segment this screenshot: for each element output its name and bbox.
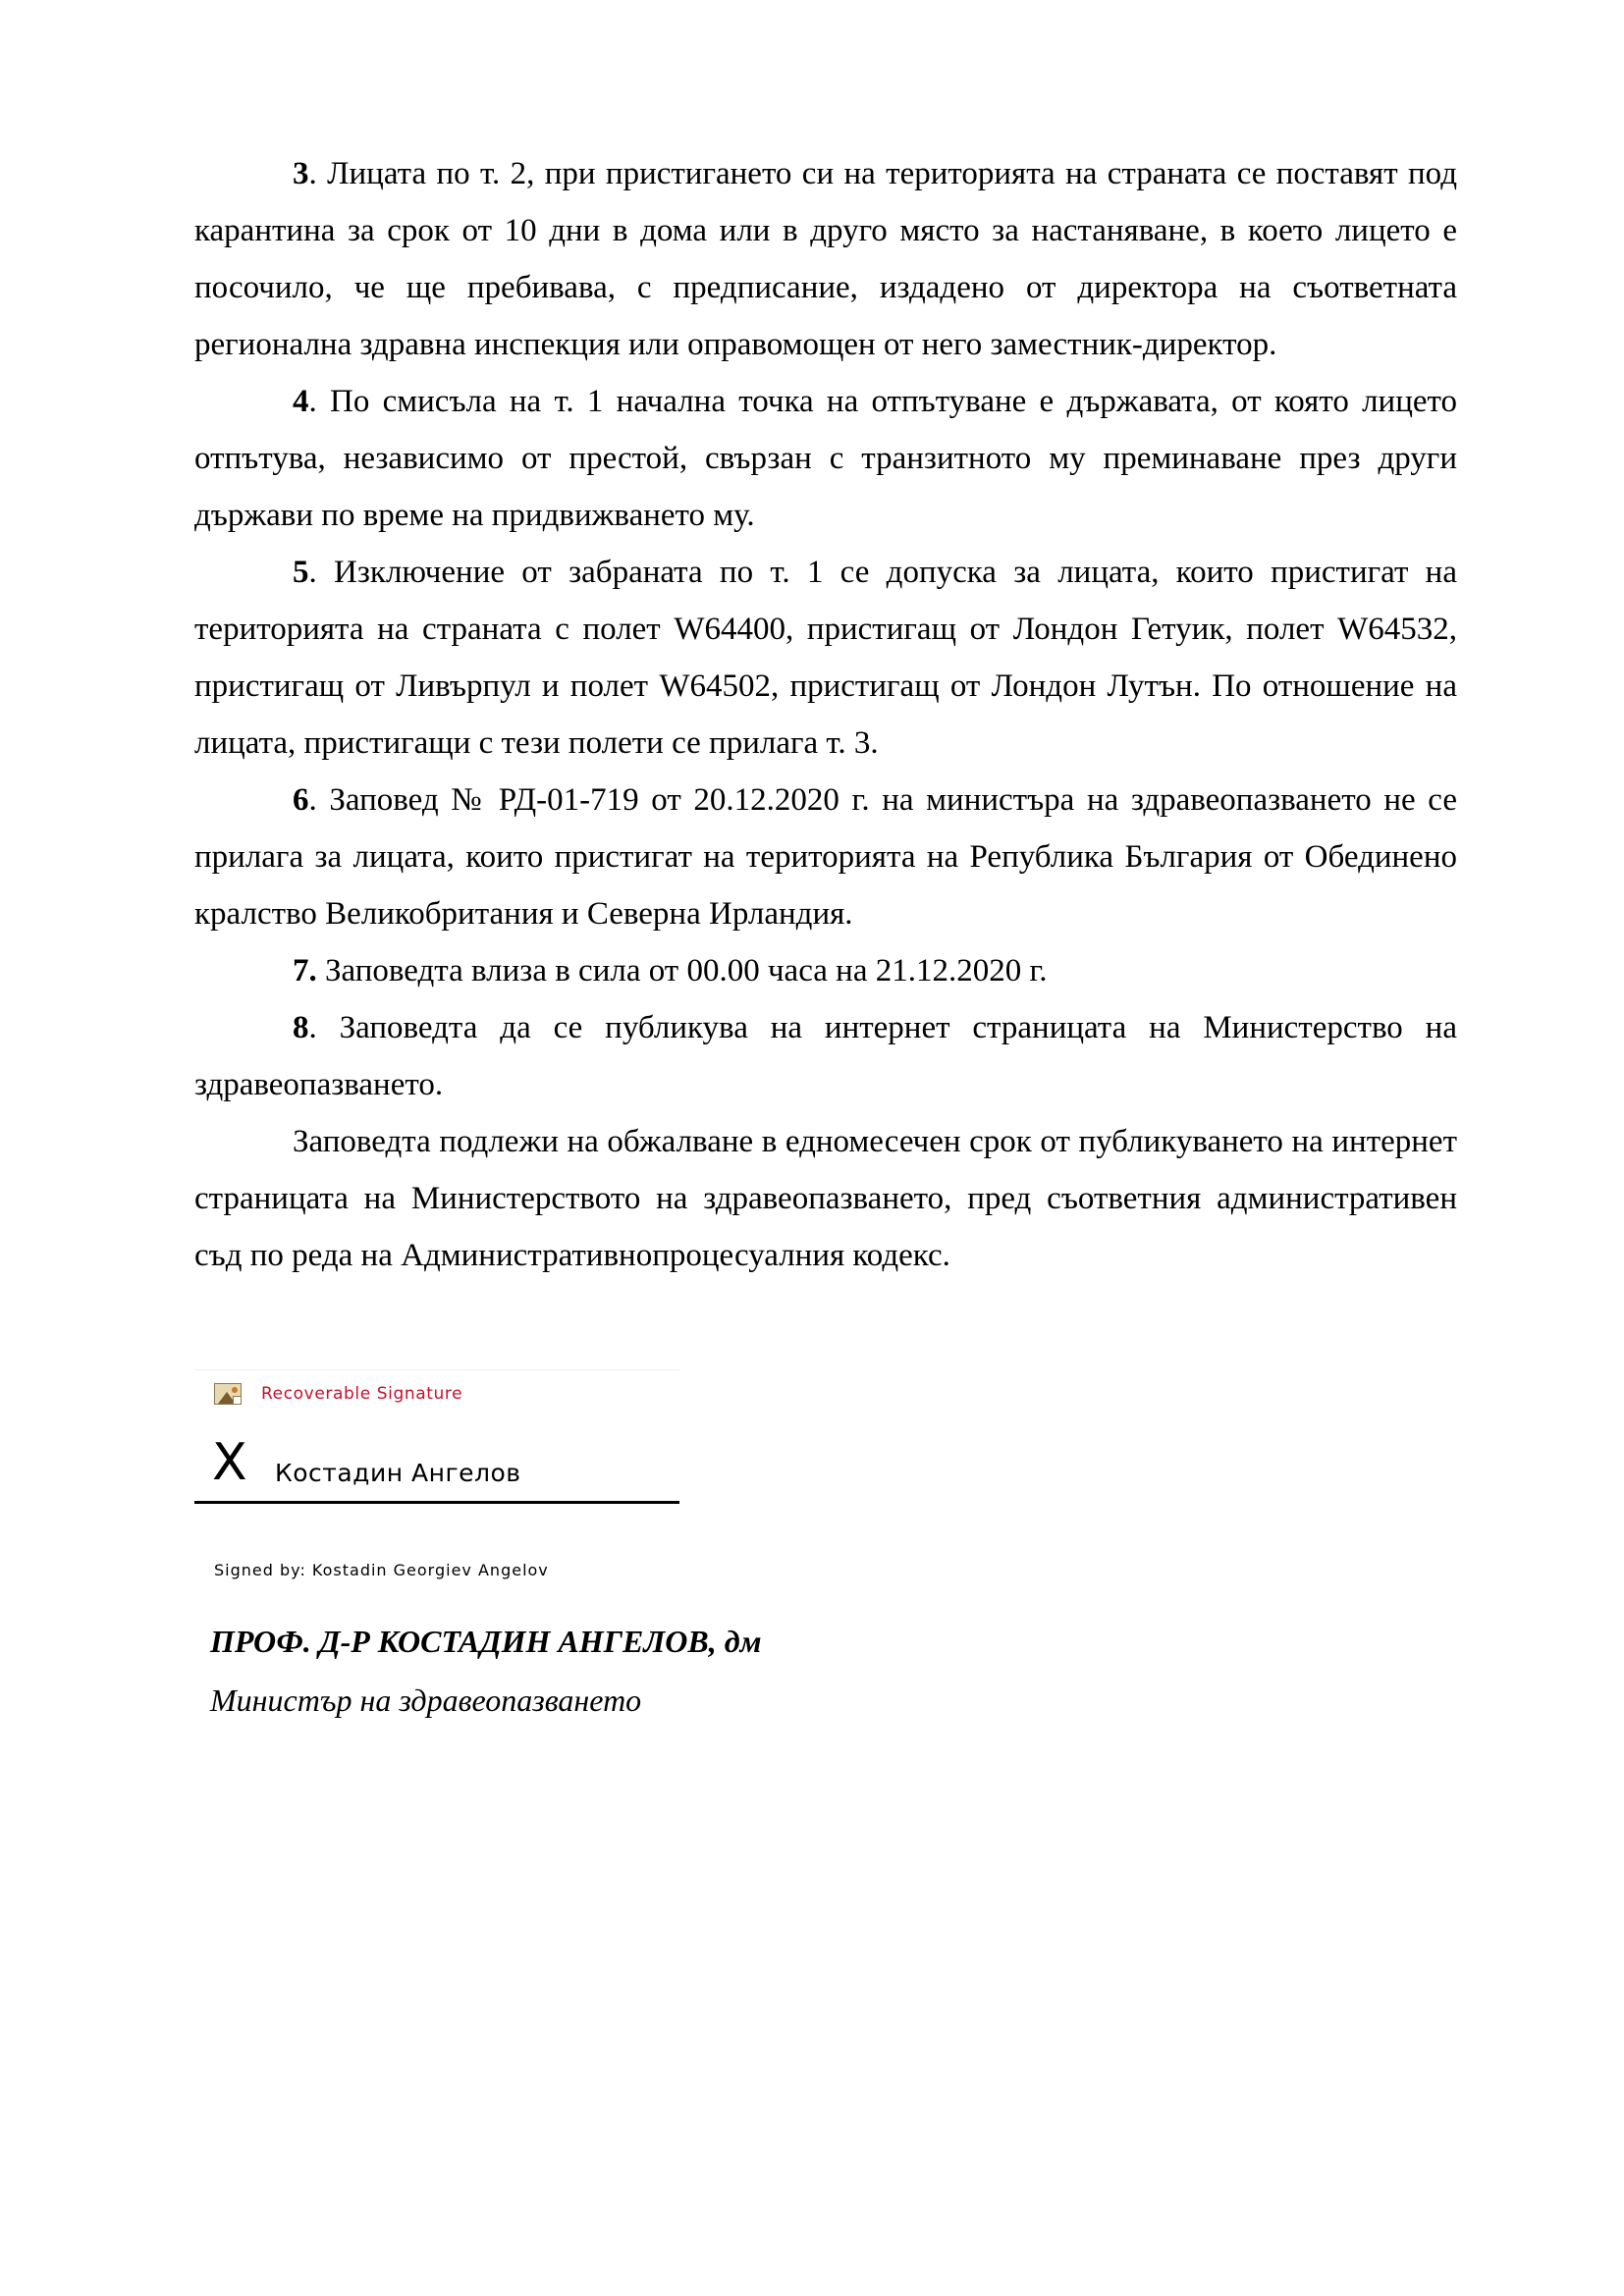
paragraph-7 [194, 942, 1457, 999]
paragraph-text: . Лицата по т. 2, при пристигането си на територията на страната се поставят под карантина за срок от 10 дни в дома или в друго място за настаняване, в което лицето е посочило, че ще пребивава, с предписание, издадено от директора на съответната регионална здравна инспекция или оправомощен от него заместник-директор. [194, 156, 1457, 362]
signer-title: ПРОФ. Д-Р КОСТАДИН АНГЕЛОВ, дм [210, 1624, 762, 1659]
paragraph-number: 8 [293, 1010, 309, 1045]
signer-role: Министър на здравеопазването [210, 1682, 642, 1718]
paragraph-4 [194, 373, 1457, 544]
signature-top-divider [194, 1369, 679, 1370]
paragraph-number: 3 [293, 156, 309, 191]
recoverable-signature-label: Recoverable Signature [261, 1384, 463, 1404]
signature-header [214, 1379, 462, 1409]
paragraph-3 [194, 145, 1457, 373]
document-body [194, 145, 1457, 1284]
paragraph-number: 4 [293, 384, 309, 419]
signature-signer-name: Костадин Ангелов [275, 1459, 521, 1487]
paragraph-text: . По смисъла на т. 1 начална точка на отпътуване е държавата, от която лицето отпътува, независимо от престой, свързан с транзитното му преминаване през други държави по време на придвижването му. [194, 384, 1457, 533]
paragraph-number: 7. [293, 953, 317, 988]
paragraph-number: 5 [293, 555, 309, 590]
signature-line [194, 1501, 679, 1504]
paragraph-text: Заповедта влиза в сила от 00.00 часа на 21.12.2020 г. [316, 953, 1048, 988]
paragraph-6 [194, 772, 1457, 942]
signed-by-text: Signed by: Kostadin Georgiev Angelov [214, 1561, 549, 1579]
broken-image-icon [214, 1383, 242, 1405]
paragraph-text: . Заповед № РД-01-719 от 20.12.2020 г. на министъра на здравеопазването не се прилага за лицата, които пристигат на територията на Република България от Обединено кралство Великобритания и Северна Ирландия. [194, 782, 1457, 932]
paragraph-number: 6 [293, 782, 309, 818]
appeal-paragraph: Заповедта подлежи на обжалване в едномесечен срок от публикуването на интернет страницата на Министерството на здравеопазването, пред съответния административен съд по реда на Административнопроцесуалния кодекс. [194, 1124, 1457, 1273]
paragraph-text: . Изключение от забраната по т. 1 се допуска за лицата, които пристигат на територията на страната с полет W64400, пристигащ от Лондон Гетуик, полет W64532, пристигащ от Ливърпул и полет W64502, пристигащ от Лондон Лутън. По отношение на лицата, пристигащи с тези полети се прилага т. 3. [194, 555, 1457, 761]
paragraph-8 [194, 999, 1457, 1113]
paragraph-text: . Заповедта да се публикува на интернет страницата на Министерство на здравеопазването. [194, 1010, 1457, 1102]
signature-x-mark: X [212, 1433, 247, 1492]
paragraph-5 [194, 544, 1457, 772]
